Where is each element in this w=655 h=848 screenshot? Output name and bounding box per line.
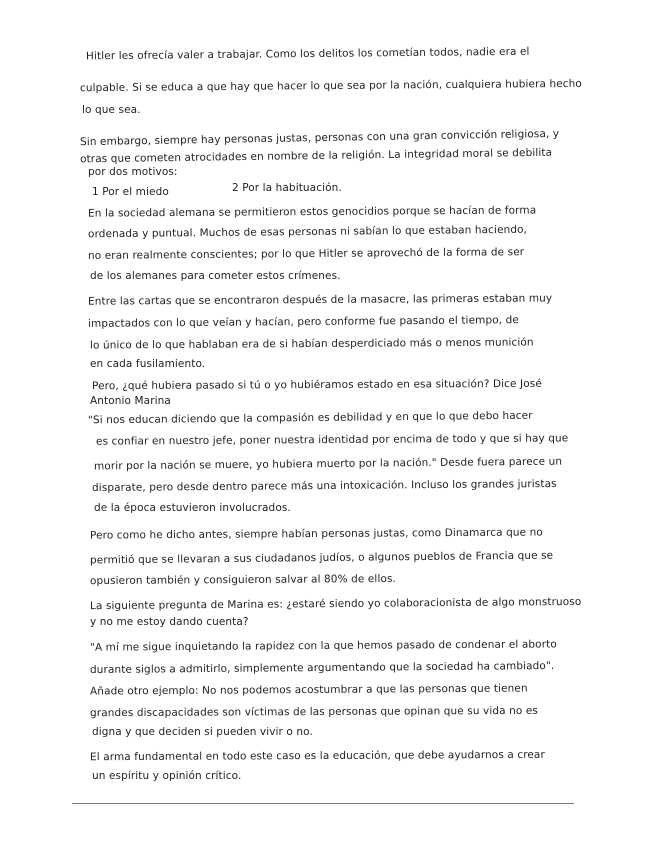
- text-line: de los alemanes para cometer estos crímenes.: [90, 270, 341, 282]
- text-line: impactados con lo que veían y hacían, pero conforme fue pasando el tiempo, de: [87, 314, 519, 330]
- text-line: Añade otro ejemplo: No nos podemos acostumbrar a que las personas que tienen: [89, 682, 528, 698]
- text-line: otras que cometen atrocidades en nombre de la religión. La integridad moral se debilita: [79, 146, 553, 166]
- text-line: La siguiente pregunta de Marina es: ¿estaré siendo yo colaboracionista de algo monstruoso: [89, 595, 582, 613]
- text-line: culpable. Si se educa a que hay que hacer lo que sea por la nación, cualquiera hubiera hecho: [79, 77, 582, 95]
- text-line: no eran realmente conscientes; por lo que Hitler se aprovechó de la forma de ser: [87, 246, 525, 262]
- text-line: En la sociedad alemana se permitieron estos genocidios porque se hacían de forma: [87, 204, 537, 220]
- bottom-rule: [72, 803, 574, 804]
- text-line: lo que sea.: [82, 104, 141, 116]
- text-line: "Si nos educan diciendo que la compasión es debilidad y en que lo que debo hacer: [87, 409, 533, 427]
- text-line: Hitler les ofrecía valer a trabajar. Como los delitos los cometían todos, nadie era el: [85, 45, 530, 63]
- text-line: "A mí me sigue inquietando la rapidez con la que hemos pasado de condenar el aborto: [89, 638, 557, 654]
- text-line: por dos motivos:: [88, 166, 178, 178]
- text-line: lo único de lo que hablaban era de si habían desperdiciado más o menos munición: [89, 336, 534, 352]
- text-line: morir por la nación se muere, yo hubiera muerto por la nación." Desde fuera parece un: [93, 455, 563, 473]
- text-line: durante siglos a admitirlo, simplemente argumentando que la sociedad ha cambiado".: [89, 659, 555, 677]
- text-line: en cada fusilamiento.: [90, 358, 206, 370]
- text-line: y no me estoy dando cuenta?: [90, 616, 249, 628]
- text-line: Sin embargo, siempre hay personas justas, personas con una gran convicción religiosa, y: [79, 127, 560, 149]
- text-line: Pero como he dicho antes, siempre habían personas justas, como Dinamarca que no: [89, 526, 543, 542]
- text-line: Pero, ¿qué hubiera pasado si tú o yo hubiéramos estado en esa situación? Dice José: [91, 377, 542, 393]
- text-line: digna y que deciden si pueden vivir o no.: [92, 726, 313, 738]
- text-line: disparate, pero desde dentro parece más una intoxicación. Incluso los grandes juristas: [91, 477, 557, 495]
- text-line: 1 Por el miedo: [92, 186, 169, 198]
- text-line: El arma fundamental en todo este caso es la educación, que debe ayudarnos a crear: [89, 748, 545, 764]
- text-line: permitió que se llevaran a sus ciudadanos judíos, o algunos pueblos de Francia que se: [89, 549, 554, 567]
- text-line: Antonio Marina: [90, 395, 171, 407]
- text-line: de la época estuvieron involucrados.: [94, 502, 291, 514]
- text-line: ordenada y puntual. Muchos de esas personas ni sabían lo que estaban haciendo,: [87, 223, 528, 241]
- text-line: Entre las cartas que se encontraron después de la masacre, las primeras estaban muy: [87, 292, 553, 308]
- text-line: es confiar en nuestro jefe, poner nuestra identidad por encima de todo y que si hay que: [95, 432, 569, 448]
- text-line: opusieron también y consiguieron salvar al 80% de ellos.: [89, 572, 397, 588]
- text-line: un espíritu y opinión crítico.: [92, 770, 242, 782]
- text-line: 2 Por la habituación.: [232, 182, 342, 194]
- text-line: grandes discapacidades son víctimas de las personas que opinan que su vida no es: [89, 704, 538, 720]
